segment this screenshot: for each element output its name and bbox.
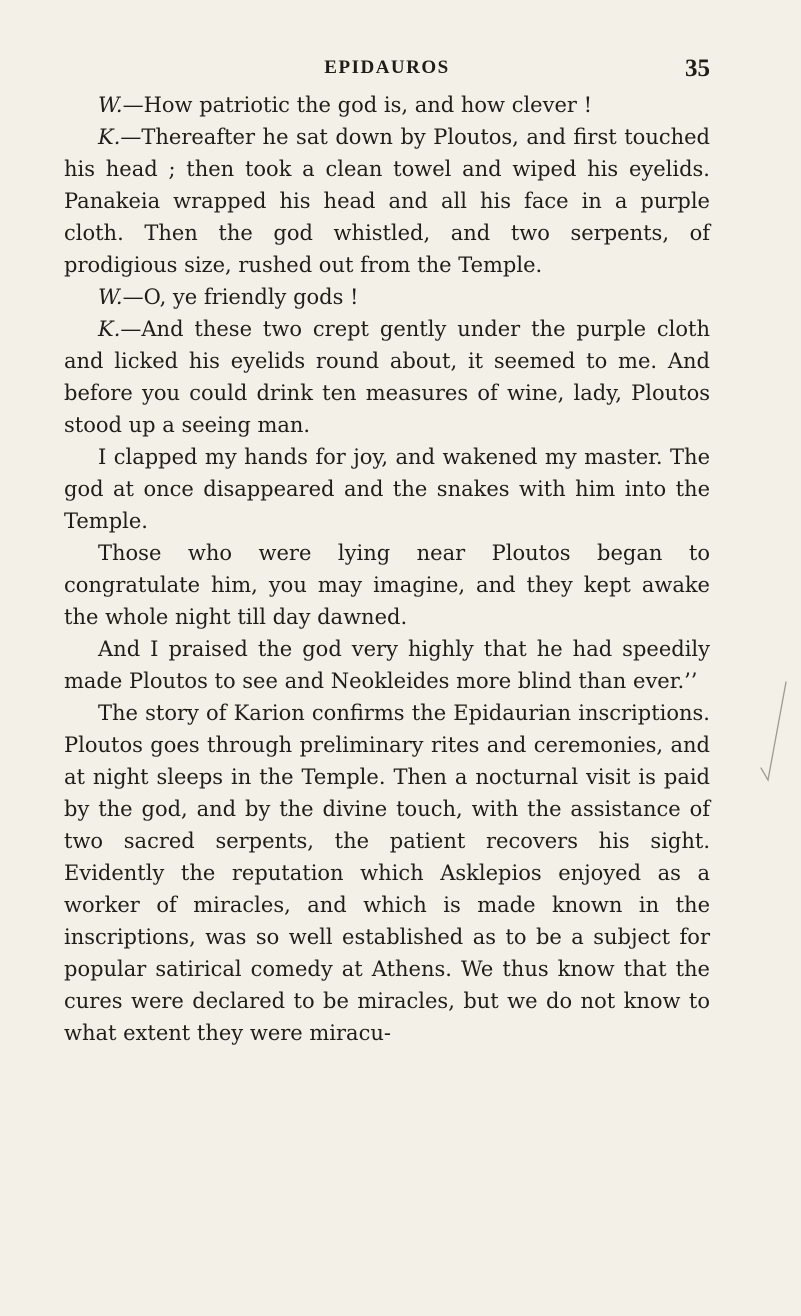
speaker-label: K. — [98, 317, 121, 341]
paragraph-text: I clapped my hands for joy, and wakened my master. The god at once disappeared and the snakes with him into the Temple. — [64, 445, 710, 533]
body-text — [64, 89, 710, 1049]
margin-check-mark — [758, 680, 788, 790]
paragraph-7 — [64, 633, 710, 697]
speaker-label: W. — [98, 93, 123, 117]
paragraph-8 — [64, 697, 710, 1049]
paragraph-text: —O, ye friendly gods ! — [122, 285, 359, 309]
running-head: EPIDAUROS — [324, 57, 450, 78]
paragraph-text: Those who were lying near Ploutos began to congratulate him, you may imagine, and they kept awake the whole night till day dawned. — [64, 541, 710, 629]
paragraph-3 — [64, 281, 710, 313]
page-header — [64, 55, 710, 89]
paragraph-1 — [64, 89, 710, 121]
page-number: 35 — [685, 55, 710, 82]
paragraph-6 — [64, 537, 710, 633]
paragraph-text: —And these two crept gently under the purple cloth and licked his eyelids round about, it seemed to me. And before you could drink ten measures of wine, lady, Ploutos stood up a seeing man. — [64, 317, 710, 437]
paragraph-4 — [64, 313, 710, 441]
speaker-label: K. — [98, 125, 121, 149]
paragraph-5 — [64, 441, 710, 537]
paragraph-2 — [64, 121, 710, 281]
paragraph-text: And I praised the god very highly that he had speedily made Ploutos to see and Neokleides more blind than ever.’’ — [64, 637, 710, 693]
book-page — [64, 55, 710, 1049]
paragraph-text: The story of Karion confirms the Epidaurian inscriptions. Ploutos goes through preliminary rites and ceremonies, and at night sleeps in the Temple. Then a nocturnal visit is paid by the god, and by the divine touch, with the assistance of two sacred serpents, the patient recovers his sight. Evidently the reputation which Asklepios enjoyed as a worker of miracles, and which is made known in the inscriptions, was so well established as to be a subject for popular satirical comedy at Athens. We thus know that the cures were declared to be miracles, but we do not know to what extent they were miracu- — [64, 701, 710, 1045]
speaker-label: W. — [98, 285, 123, 309]
paragraph-text: —Thereafter he sat down by Ploutos, and first touched his head ; then took a clean towel and wiped his eyelids. Panakeia wrapped his head and all his face in a purple cloth. Then the god whistled, and two serpents, of prodigious size, rushed out from the Temple. — [64, 125, 710, 277]
paragraph-text: —How patriotic the god is, and how clever ! — [122, 93, 593, 117]
